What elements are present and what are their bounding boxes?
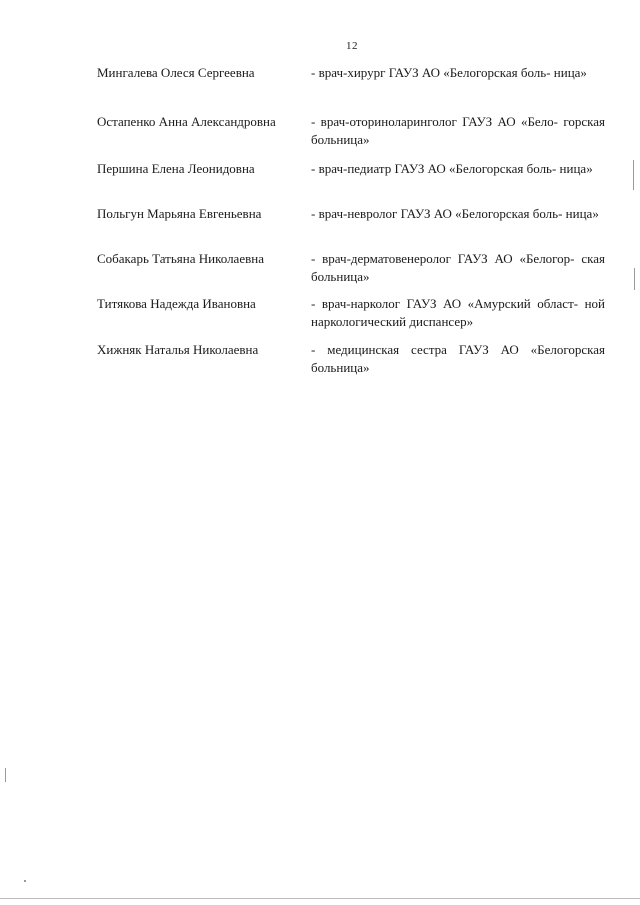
person-name: Польгун Марьяна Евгеньевна	[97, 206, 262, 221]
scan-artifact	[634, 268, 635, 290]
person-position: - медицинская сестра ГАУЗ АО «Белогорская больница»	[311, 342, 605, 375]
scan-artifact	[24, 880, 26, 882]
person-name: Остапенко Анна Александровна	[97, 114, 276, 129]
scan-artifact	[633, 160, 634, 190]
person-name: Мингалева Олеся Сергеевна	[97, 65, 255, 80]
person-position: - врач-хирург ГАУЗ АО «Белогорская боль- ница»	[311, 65, 587, 80]
scan-bottom-edge	[0, 898, 640, 899]
scan-artifact	[5, 768, 6, 782]
person-name: Титякова Надежда Ивановна	[97, 296, 256, 311]
person-position: - врач-педиатр ГАУЗ АО «Белогорская боль- ница»	[311, 161, 593, 176]
person-name: Першина Елена Леонидовна	[97, 161, 255, 176]
person-position: - врач-нарколог ГАУЗ АО «Амурский област- ной наркологический диспансер»	[311, 296, 605, 329]
person-position: - врач-невролог ГАУЗ АО «Белогорская боль- ница»	[311, 206, 599, 221]
person-name: Хижняк Наталья Николаевна	[97, 342, 259, 357]
person-position: - врач-дерматовенеролог ГАУЗ АО «Белогор- ская больница»	[311, 251, 605, 284]
person-position: - врач-оториноларинголог ГАУЗ АО «Бело- горская больница»	[311, 114, 605, 147]
person-name: Собакарь Татьяна Николаевна	[97, 251, 264, 266]
page-number: 12	[346, 40, 358, 52]
